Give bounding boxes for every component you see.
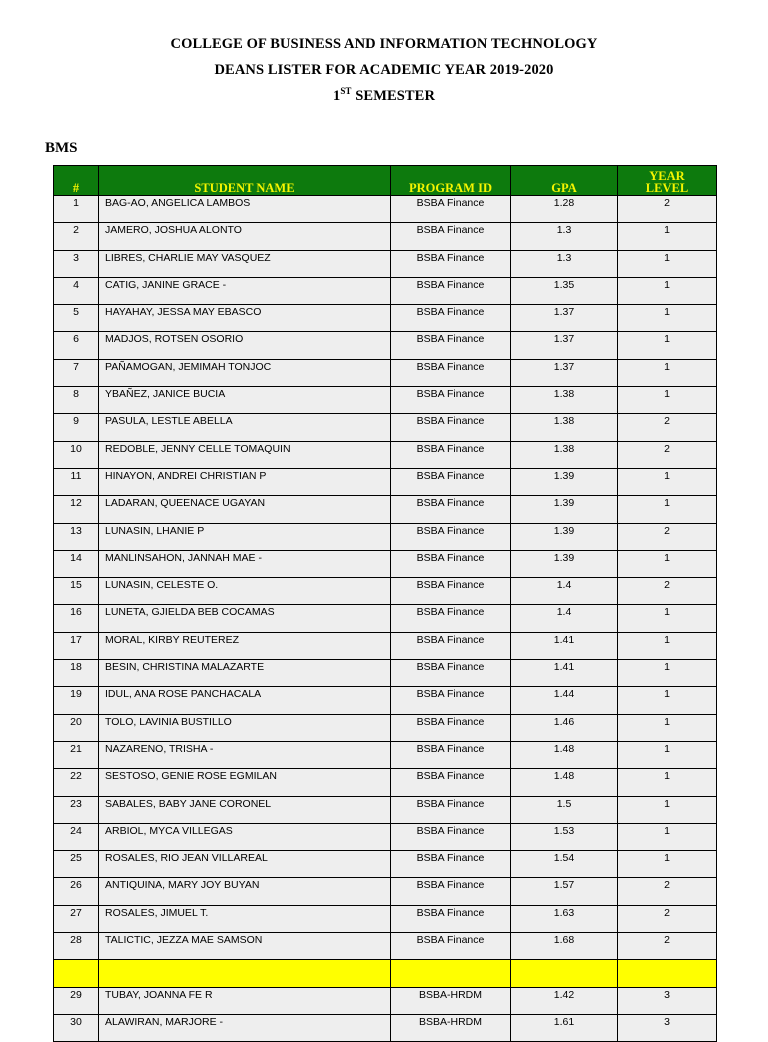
- cell-gpa: 1.38: [511, 441, 618, 468]
- cell-year-level: 2: [618, 414, 717, 441]
- cell-student-name: TUBAY, JOANNA FE R: [99, 987, 391, 1014]
- cell-student-name: SABALES, BABY JANE CORONEL: [99, 796, 391, 823]
- cell-student-name: LUNASIN, CELESTE O.: [99, 578, 391, 605]
- table-row: [54, 250, 717, 277]
- cell-student-name: PAÑAMOGAN, JEMIMAH TONJOC: [99, 359, 391, 386]
- cell-program-id: BSBA Finance: [391, 496, 511, 523]
- cell-program-id: BSBA-HRDM: [391, 987, 511, 1014]
- cell-program-id: BSBA Finance: [391, 332, 511, 359]
- cell-year-level: 2: [618, 933, 717, 960]
- cell-gpa: 1.35: [511, 277, 618, 304]
- semester-label: SEMESTER: [351, 88, 436, 104]
- cell-program-id: BSBA-HRDM: [391, 1014, 511, 1041]
- cell-gpa: 1.4: [511, 578, 618, 605]
- semester-heading: [0, 88, 768, 105]
- cell-student-name: MANLINSAHON, JANNAH MAE -: [99, 550, 391, 577]
- cell-year-level: 2: [618, 196, 717, 223]
- separator-cell: [391, 960, 511, 987]
- cell-number: 15: [54, 578, 99, 605]
- cell-student-name: LUNETA, GJIELDA BEB COCAMAS: [99, 605, 391, 632]
- semester-ordinal-suffix: ST: [340, 86, 352, 96]
- table-row: [54, 933, 717, 960]
- cell-number: 19: [54, 687, 99, 714]
- table-row: [54, 660, 717, 687]
- separator-cell: [99, 960, 391, 987]
- separator-row: [54, 960, 717, 987]
- column-header-program-id: PROGRAM ID: [391, 166, 511, 196]
- table-row: [54, 441, 717, 468]
- cell-number: 12: [54, 496, 99, 523]
- cell-gpa: 1.63: [511, 905, 618, 932]
- cell-program-id: BSBA Finance: [391, 714, 511, 741]
- cell-student-name: JAMERO, JOSHUA ALONTO: [99, 223, 391, 250]
- cell-year-level: 2: [618, 878, 717, 905]
- cell-year-level: 1: [618, 687, 717, 714]
- cell-program-id: BSBA Finance: [391, 605, 511, 632]
- cell-program-id: BSBA Finance: [391, 851, 511, 878]
- cell-year-level: 1: [618, 796, 717, 823]
- cell-gpa: 1.37: [511, 359, 618, 386]
- table-row: [54, 496, 717, 523]
- cell-program-id: BSBA Finance: [391, 823, 511, 850]
- table-row: [54, 223, 717, 250]
- cell-student-name: HAYAHAY, JESSA MAY EBASCO: [99, 305, 391, 332]
- cell-number: 1: [54, 196, 99, 223]
- cell-gpa: 1.3: [511, 223, 618, 250]
- cell-program-id: BSBA Finance: [391, 196, 511, 223]
- cell-student-name: LUNASIN, LHANIE P: [99, 523, 391, 550]
- cell-gpa: 1.53: [511, 823, 618, 850]
- cell-number: 28: [54, 933, 99, 960]
- cell-number: 21: [54, 741, 99, 768]
- cell-student-name: MADJOS, ROTSEN OSORIO: [99, 332, 391, 359]
- cell-gpa: 1.28: [511, 196, 618, 223]
- cell-year-level: 1: [618, 223, 717, 250]
- cell-program-id: BSBA Finance: [391, 632, 511, 659]
- cell-gpa: 1.46: [511, 714, 618, 741]
- table-row: [54, 987, 717, 1014]
- cell-number: 13: [54, 523, 99, 550]
- cell-number: 4: [54, 277, 99, 304]
- table-row: [54, 823, 717, 850]
- cell-year-level: 1: [618, 823, 717, 850]
- cell-number: 27: [54, 905, 99, 932]
- cell-student-name: ALAWIRAN, MARJORE -: [99, 1014, 391, 1041]
- cell-gpa: 1.39: [511, 550, 618, 577]
- cell-program-id: BSBA Finance: [391, 387, 511, 414]
- column-header-year-level: [618, 166, 717, 196]
- cell-student-name: ANTIQUINA, MARY JOY BUYAN: [99, 878, 391, 905]
- separator-cell: [511, 960, 618, 987]
- cell-student-name: ROSALES, JIMUEL T.: [99, 905, 391, 932]
- cell-program-id: BSBA Finance: [391, 550, 511, 577]
- cell-student-name: YBAÑEZ, JANICE BUCIA: [99, 387, 391, 414]
- column-header-gpa: GPA: [511, 166, 618, 196]
- cell-year-level: 1: [618, 277, 717, 304]
- cell-number: 18: [54, 660, 99, 687]
- cell-year-level: 3: [618, 1014, 717, 1041]
- cell-year-level: 1: [618, 468, 717, 495]
- cell-year-level: 2: [618, 523, 717, 550]
- cell-number: 29: [54, 987, 99, 1014]
- cell-year-level: 1: [618, 741, 717, 768]
- table-row: [54, 196, 717, 223]
- cell-gpa: 1.4: [511, 605, 618, 632]
- cell-number: 20: [54, 714, 99, 741]
- cell-program-id: BSBA Finance: [391, 687, 511, 714]
- cell-number: 30: [54, 1014, 99, 1041]
- cell-number: 6: [54, 332, 99, 359]
- cell-student-name: IDUL, ANA ROSE PANCHACALA: [99, 687, 391, 714]
- cell-year-level: 1: [618, 714, 717, 741]
- cell-year-level: 1: [618, 332, 717, 359]
- section-label: BMS: [45, 140, 78, 156]
- cell-program-id: BSBA Finance: [391, 933, 511, 960]
- cell-number: 25: [54, 851, 99, 878]
- cell-gpa: 1.44: [511, 687, 618, 714]
- cell-program-id: BSBA Finance: [391, 523, 511, 550]
- table-row: [54, 359, 717, 386]
- cell-program-id: BSBA Finance: [391, 796, 511, 823]
- cell-program-id: BSBA Finance: [391, 305, 511, 332]
- cell-student-name: CATIG, JANINE GRACE -: [99, 277, 391, 304]
- table-row: [54, 277, 717, 304]
- cell-program-id: BSBA Finance: [391, 441, 511, 468]
- table-row: [54, 714, 717, 741]
- cell-year-level: 1: [618, 305, 717, 332]
- cell-gpa: 1.38: [511, 414, 618, 441]
- cell-program-id: BSBA Finance: [391, 414, 511, 441]
- cell-number: 3: [54, 250, 99, 277]
- table-row: [54, 796, 717, 823]
- table-row: [54, 550, 717, 577]
- cell-number: 10: [54, 441, 99, 468]
- table-row: [54, 687, 717, 714]
- cell-year-level: 2: [618, 441, 717, 468]
- cell-student-name: HINAYON, ANDREI CHRISTIAN P: [99, 468, 391, 495]
- cell-student-name: SESTOSO, GENIE ROSE EGMILAN: [99, 769, 391, 796]
- year-header-line1: YEAR: [649, 169, 685, 183]
- column-header-number: #: [54, 166, 99, 196]
- cell-student-name: TALICTIC, JEZZA MAE SAMSON: [99, 933, 391, 960]
- cell-number: 23: [54, 796, 99, 823]
- table-row: [54, 878, 717, 905]
- table-row: [54, 387, 717, 414]
- semester-number: 1: [332, 88, 341, 104]
- cell-student-name: ROSALES, RIO JEAN VILLAREAL: [99, 851, 391, 878]
- cell-gpa: 1.39: [511, 468, 618, 495]
- cell-student-name: MORAL, KIRBY REUTEREZ: [99, 632, 391, 659]
- cell-year-level: 2: [618, 905, 717, 932]
- cell-program-id: BSBA Finance: [391, 905, 511, 932]
- cell-number: 2: [54, 223, 99, 250]
- cell-number: 8: [54, 387, 99, 414]
- cell-year-level: 1: [618, 250, 717, 277]
- cell-program-id: BSBA Finance: [391, 878, 511, 905]
- table-row: [54, 578, 717, 605]
- cell-number: 26: [54, 878, 99, 905]
- cell-year-level: 1: [618, 550, 717, 577]
- table-body: [54, 196, 717, 1042]
- cell-year-level: 1: [618, 660, 717, 687]
- cell-program-id: BSBA Finance: [391, 769, 511, 796]
- cell-student-name: NAZARENO, TRISHA -: [99, 741, 391, 768]
- cell-program-id: BSBA Finance: [391, 660, 511, 687]
- cell-student-name: LIBRES, CHARLIE MAY VASQUEZ: [99, 250, 391, 277]
- cell-gpa: 1.37: [511, 332, 618, 359]
- cell-number: 24: [54, 823, 99, 850]
- cell-student-name: BESIN, CHRISTINA MALAZARTE: [99, 660, 391, 687]
- cell-year-level: 1: [618, 769, 717, 796]
- cell-gpa: 1.3: [511, 250, 618, 277]
- cell-gpa: 1.57: [511, 878, 618, 905]
- cell-year-level: 1: [618, 605, 717, 632]
- table-row: [54, 305, 717, 332]
- cell-gpa: 1.42: [511, 987, 618, 1014]
- cell-program-id: BSBA Finance: [391, 578, 511, 605]
- document-subtitle: DEANS LISTER FOR ACADEMIC YEAR 2019-2020: [214, 62, 554, 78]
- cell-year-level: 1: [618, 851, 717, 878]
- cell-student-name: ARBIOL, MYCA VILLEGAS: [99, 823, 391, 850]
- cell-program-id: BSBA Finance: [391, 223, 511, 250]
- cell-gpa: 1.54: [511, 851, 618, 878]
- year-header-line2: LEVEL: [645, 181, 689, 195]
- cell-year-level: 3: [618, 987, 717, 1014]
- cell-year-level: 1: [618, 632, 717, 659]
- cell-year-level: 1: [618, 496, 717, 523]
- cell-gpa: 1.61: [511, 1014, 618, 1041]
- cell-program-id: BSBA Finance: [391, 468, 511, 495]
- cell-number: 5: [54, 305, 99, 332]
- cell-number: 22: [54, 769, 99, 796]
- cell-program-id: BSBA Finance: [391, 741, 511, 768]
- cell-student-name: PASULA, LESTLE ABELLA: [99, 414, 391, 441]
- cell-gpa: 1.68: [511, 933, 618, 960]
- cell-number: 17: [54, 632, 99, 659]
- cell-number: 9: [54, 414, 99, 441]
- table-row: [54, 769, 717, 796]
- separator-cell: [618, 960, 717, 987]
- cell-number: 7: [54, 359, 99, 386]
- table-row: [54, 468, 717, 495]
- cell-year-level: 1: [618, 359, 717, 386]
- cell-gpa: 1.41: [511, 632, 618, 659]
- cell-student-name: TOLO, LAVINIA BUSTILLO: [99, 714, 391, 741]
- cell-gpa: 1.48: [511, 741, 618, 768]
- cell-gpa: 1.38: [511, 387, 618, 414]
- table-row: [54, 632, 717, 659]
- cell-gpa: 1.37: [511, 305, 618, 332]
- cell-program-id: BSBA Finance: [391, 250, 511, 277]
- deans-list-table: [53, 165, 717, 1042]
- cell-number: 11: [54, 468, 99, 495]
- table-row: [54, 414, 717, 441]
- cell-gpa: 1.39: [511, 496, 618, 523]
- cell-gpa: 1.41: [511, 660, 618, 687]
- table-row: [54, 523, 717, 550]
- table-row: [54, 332, 717, 359]
- cell-program-id: BSBA Finance: [391, 277, 511, 304]
- cell-year-level: 1: [618, 387, 717, 414]
- cell-gpa: 1.39: [511, 523, 618, 550]
- table-row: [54, 605, 717, 632]
- cell-gpa: 1.5: [511, 796, 618, 823]
- table-row: [54, 851, 717, 878]
- cell-number: 16: [54, 605, 99, 632]
- table-row: [54, 1014, 717, 1041]
- cell-number: 14: [54, 550, 99, 577]
- cell-program-id: BSBA Finance: [391, 359, 511, 386]
- cell-year-level: 2: [618, 578, 717, 605]
- cell-student-name: BAG-AO, ANGELICA LAMBOS: [99, 196, 391, 223]
- separator-cell: [54, 960, 99, 987]
- column-header-student-name: STUDENT NAME: [99, 166, 391, 196]
- cell-gpa: 1.48: [511, 769, 618, 796]
- cell-student-name: REDOBLE, JENNY CELLE TOMAQUIN: [99, 441, 391, 468]
- cell-student-name: LADARAN, QUEENACE UGAYAN: [99, 496, 391, 523]
- document-title: COLLEGE OF BUSINESS AND INFORMATION TECHNOLOGY: [170, 36, 598, 52]
- table-row: [54, 905, 717, 932]
- table-header-row: [54, 166, 717, 196]
- table-row: [54, 741, 717, 768]
